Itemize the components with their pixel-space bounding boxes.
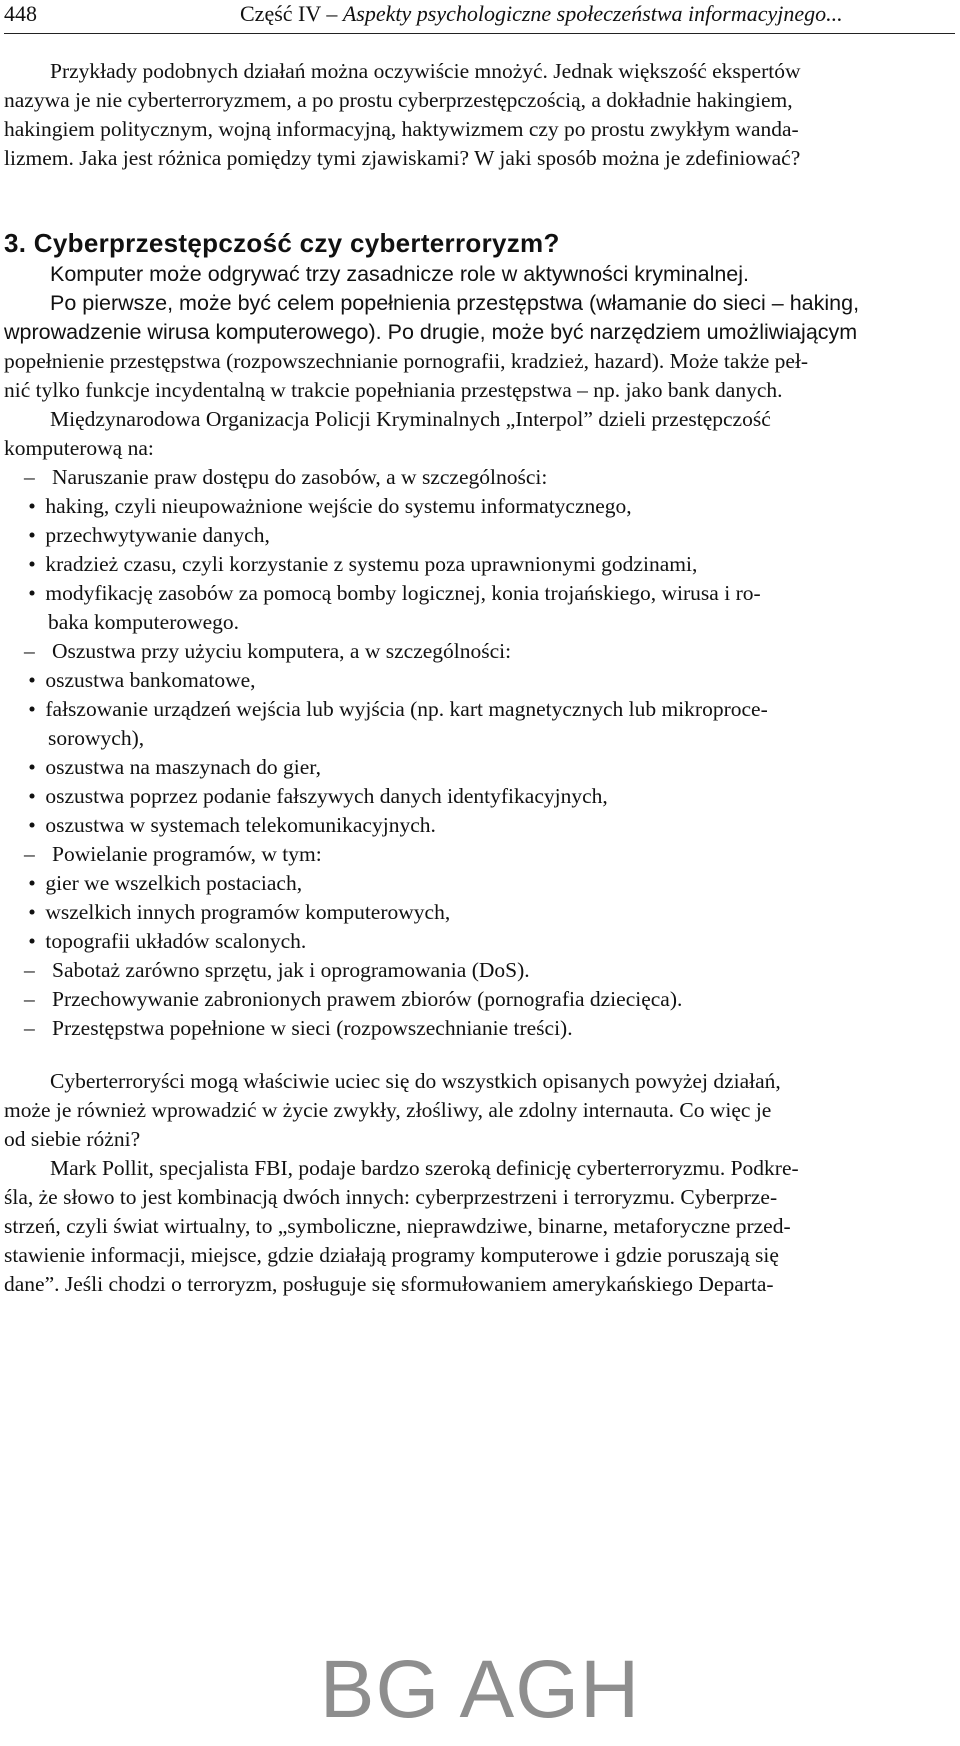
list-item: • fałszowanie urządzeń wejścia lub wyjścia (np. kart magnetycznych lub mikroproce- (28, 697, 768, 721)
text-line: hakingiem politycznym, wojną informacyjną, haktywizmem czy po prostu zwykłym wanda- (4, 117, 799, 141)
list-item: • modyfikację zasobów za pomocą bomby logicznej, konia trojańskiego, wirusa i ro- (28, 581, 761, 605)
section-heading: 3. Cyberprzestępczość czy cyberterroryzm? (4, 228, 560, 258)
closing-block (4, 1067, 956, 1299)
text-line: nazywa je nie cyberterroryzmem, a po prostu cyberprzestępczością, a dokładnie hakingiem, (4, 88, 793, 112)
part-title: Aspekty psychologiczne społeczeństwa informacyjnego... (342, 1, 843, 26)
text-line: wprowadzenie wirusa komputerowego). Po drugie, może być narzędziem umożliwiającym (4, 320, 858, 344)
text-line: Mark Pollit, specjalista FBI, podaje bardzo szeroką definicję cyberterroryzmu. Podkre- (50, 1156, 799, 1180)
list-item: • oszustwa poprzez podanie fałszywych danych identyfikacyjnych, (28, 784, 608, 808)
body-block (4, 347, 956, 1043)
intro-paragraph (4, 57, 956, 173)
header-rule (4, 33, 955, 34)
text-line: nić tylko funkcje incydentalną w trakcie popełniania przestępstwa – np. jako bank danych. (4, 378, 783, 402)
list-item: – Powielanie programów, w tym: (24, 842, 322, 866)
text-line: dane”. Jeśli chodzi o terroryzm, posługuje się sformułowaniem amerykańskiego Departa- (4, 1272, 774, 1296)
list-item: • przechwytywanie danych, (28, 523, 270, 547)
text-line: popełnienie przestępstwa (rozpowszechnianie pornografii, kradzież, hazard). Może także peł- (4, 349, 809, 373)
list-item: • oszustwa na maszynach do gier, (28, 755, 321, 779)
text-line: lizmem. Jaka jest różnica pomiędzy tymi zjawiskami? W jaki sposób można je zdefiniować? (4, 146, 801, 170)
list-item: • gier we wszelkich postaciach, (28, 871, 303, 895)
running-head (4, 0, 954, 28)
text-line: Cyberterroryści mogą właściwie uciec się do wszystkich opisanych powyżej działań, (50, 1069, 781, 1093)
section-block (4, 226, 956, 347)
text-line: Po pierwsze, może być celem popełnienia przestępstwa (włamanie do sieci – haking, (50, 291, 860, 315)
chapter-title (240, 0, 843, 28)
text-line: Przykłady podobnych działań można oczywiście mnożyć. Jednak większość ekspertów (50, 59, 801, 83)
list-item: • oszustwa bankomatowe, (28, 668, 256, 692)
section-lead: Komputer może odgrywać trzy zasadnicze role w aktywności kryminalnej. (50, 262, 750, 286)
list-item-continuation: sorowych), (48, 726, 145, 750)
list-item: – Przechowywanie zabronionych prawem zbiorów (pornografia dziecięca). (24, 987, 683, 1011)
text-line: od siebie różni? (4, 1127, 141, 1151)
page-number: 448 (4, 1, 37, 26)
list-item: • wszelkich innych programów komputerowych, (28, 900, 451, 924)
text-line: strzeń, czyli świat wirtualny, to „symboliczne, nieprawdziwe, binarne, metaforyczne przed- (4, 1214, 791, 1238)
list-item: • kradzież czasu, czyli korzystanie z systemu poza uprawnionymi godzinami, (28, 552, 698, 576)
watermark: BG AGH (319, 1644, 641, 1735)
list-item: – Przestępstwa popełnione w sieci (rozpowszechnianie treści). (24, 1016, 573, 1040)
list-item: • topografii układów scalonych. (28, 929, 307, 953)
text-line: stawienie informacji, miejsce, gdzie działają programy komputerowe i gdzie poruszają się (4, 1243, 779, 1267)
part-label: Część IV – (240, 1, 343, 26)
list-item: • haking, czyli nieupoważnione wejście do systemu informatycznego, (28, 494, 632, 518)
text-line: może je również wprowadzić w życie zwykły, złośliwy, ale zdolny internauta. Co więc je (4, 1098, 772, 1122)
list-item: – Sabotaż zarówno sprzętu, jak i oprogramowania (DoS). (24, 958, 530, 982)
list-item-continuation: baka komputerowego. (48, 610, 240, 634)
text-line: śla, że słowo to jest kombinacją dwóch innych: cyberprzestrzeni i terroryzmu. Cyberprze- (4, 1185, 778, 1209)
list-item: – Naruszanie praw dostępu do zasobów, a w szczególności: (24, 465, 548, 489)
list-item: – Oszustwa przy użyciu komputera, a w szczególności: (24, 639, 512, 663)
text-line: Międzynarodowa Organizacja Policji Kryminalnych „Interpol” dzieli przestępczość (50, 407, 771, 431)
list-item: • oszustwa w systemach telekomunikacyjnych. (28, 813, 436, 837)
text-line: komputerową na: (4, 436, 154, 460)
